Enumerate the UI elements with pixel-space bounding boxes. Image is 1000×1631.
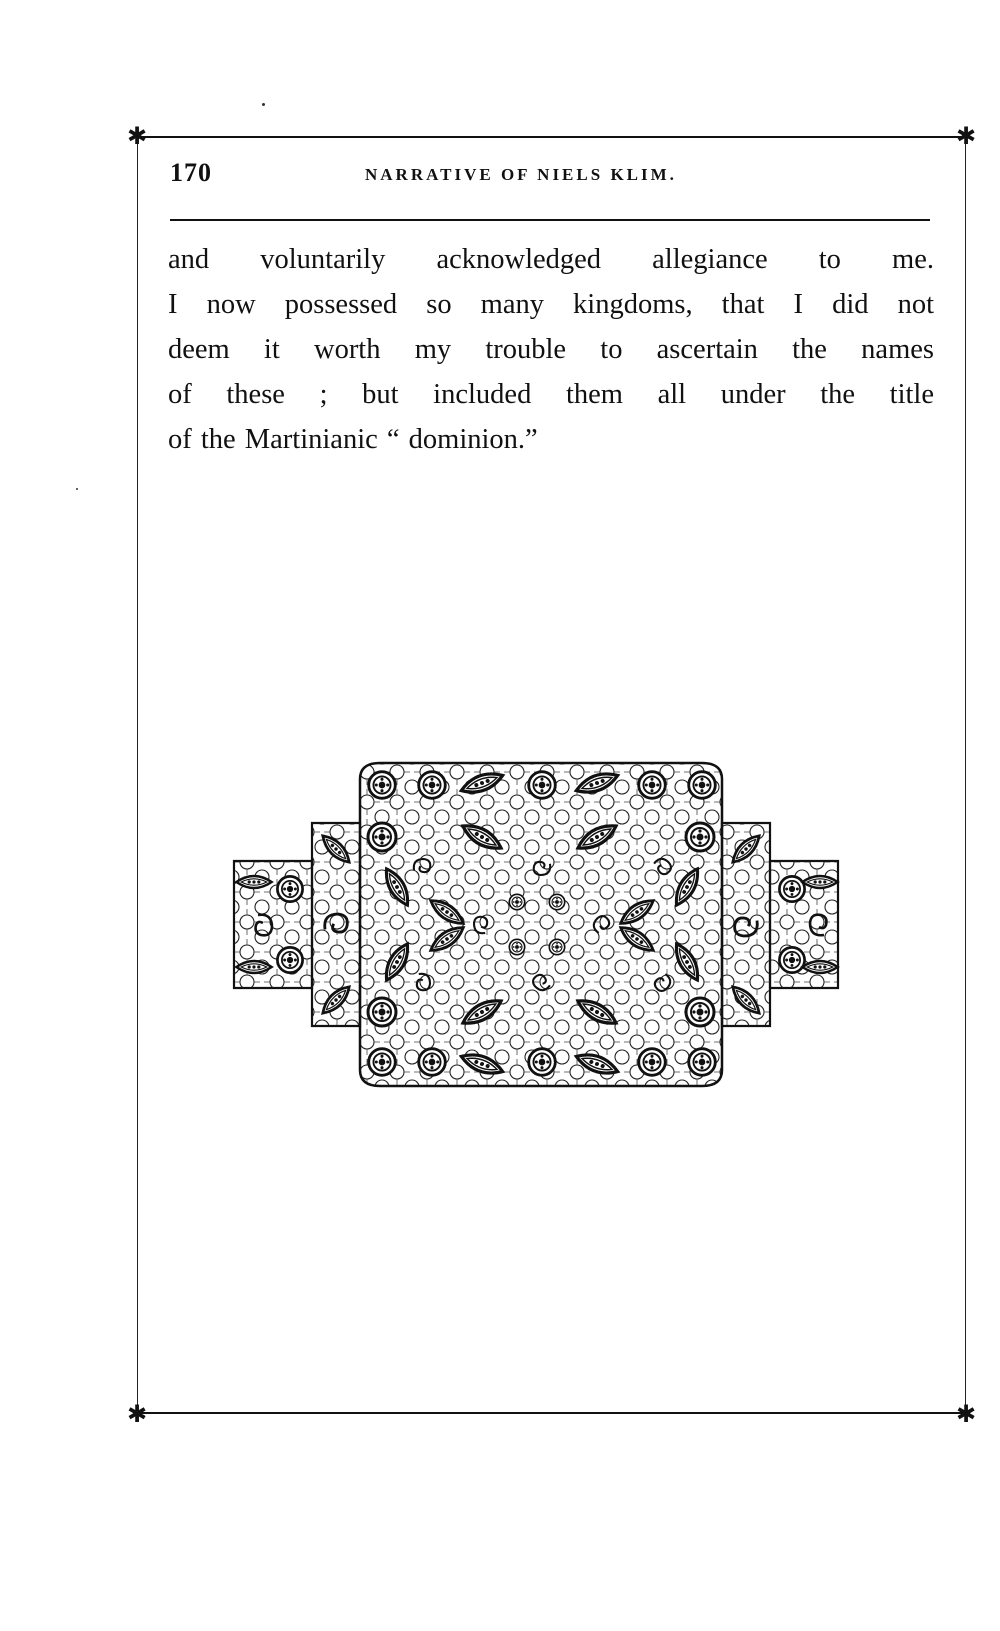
cross-shaped-floral-tailpiece-icon: [232, 757, 872, 1092]
running-title: NARRATIVE OF NIELS KLIM.: [365, 165, 677, 184]
ink-speck: [76, 488, 78, 490]
star-corner-icon: ✱: [126, 1400, 148, 1428]
star-corner-icon: ✱: [955, 1400, 977, 1428]
star-corner-icon: ✱: [126, 122, 148, 150]
star-corner-icon: ✱: [955, 122, 977, 150]
text-line: of these ; but included them all under the title: [168, 379, 934, 410]
text-line: deem it worth my trouble to ascertain the names: [168, 334, 934, 365]
header-rule: [170, 219, 930, 221]
text-line: and voluntarily acknowledged allegiance to me.: [168, 244, 934, 275]
running-head: [170, 158, 938, 198]
ink-speck: [262, 103, 265, 106]
page-number: 170: [170, 158, 212, 187]
text-line: I now possessed so many kingdoms, that I did not: [168, 289, 934, 320]
body-paragraph: [168, 237, 934, 462]
text-line: of the Martinianic “ dominion.”: [168, 424, 538, 455]
